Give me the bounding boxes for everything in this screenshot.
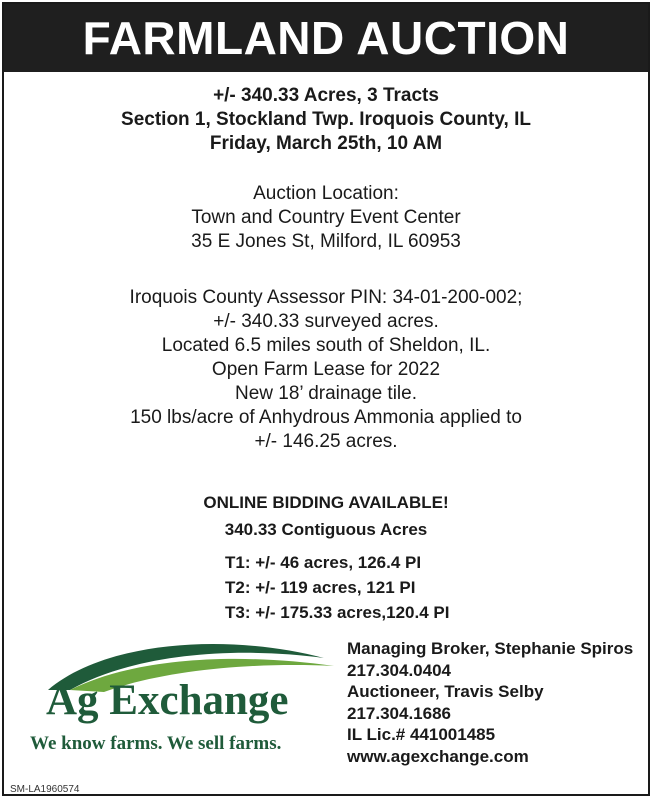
tract-item: T2: +/- 119 acres, 121 PI [225, 578, 416, 597]
detail-line: Located 6.5 miles south of Sheldon, IL. [161, 335, 491, 356]
online-bidding [4, 489, 648, 543]
location-venue: Town and Country Event Center [191, 207, 461, 228]
license-number: IL Lic.# 441001485 [347, 725, 496, 744]
ad-frame [2, 2, 650, 796]
logo-name: Ag Exchange [46, 677, 289, 724]
detail-line: +/- 146.25 acres. [254, 431, 398, 452]
online-subheading: 340.33 Contiguous Acres [224, 520, 428, 539]
detail-line: +/- 340.33 surveyed acres. [213, 311, 439, 332]
property-details [4, 286, 648, 454]
location-label: Auction Location: [253, 183, 399, 204]
tract-list [225, 550, 449, 625]
website-link[interactable]: www.agexchange.com [347, 746, 529, 766]
auctioneer-name: Auctioneer, Travis Selby [347, 682, 544, 701]
online-heading: ONLINE BIDDING AVAILABLE! [203, 493, 449, 512]
header-line-acres: +/- 340.33 Acres, 3 Tracts [213, 85, 439, 106]
tract-item: T1: +/- 46 acres, 126.4 PI [225, 553, 422, 572]
detail-line: Iroquois County Assessor PIN: 34-01-200-002; [129, 287, 523, 308]
logo-tagline: We know farms. We sell farms. [30, 733, 282, 754]
auction-location [4, 182, 648, 254]
detail-line: Open Farm Lease for 2022 [211, 359, 441, 380]
broker-name: Managing Broker, Stephanie Spiros [347, 639, 634, 658]
detail-line: 150 lbs/acre of Anhydrous Ammonia applied to [130, 407, 522, 428]
auctioneer-phone: 217.304.1686 [347, 703, 451, 723]
broker-phone: 217.304.0404 [347, 660, 451, 680]
tract-item: T3: +/- 175.33 acres,120.4 PI [225, 603, 450, 622]
ad-code: SM-LA1960574 [10, 784, 80, 795]
contact-info [347, 638, 633, 767]
header-line-date: Friday, March 25th, 10 AM [209, 133, 443, 154]
header-line-section: Section 1, Stockland Twp. Iroquois County, IL [121, 109, 531, 130]
auction-header [4, 84, 648, 156]
banner-title: FARMLAND AUCTION [4, 4, 648, 72]
ag-exchange-logo [30, 636, 344, 766]
location-address: 35 E Jones St, Milford, IL 60953 [191, 231, 461, 252]
detail-line: New 18’ drainage tile. [234, 383, 417, 404]
